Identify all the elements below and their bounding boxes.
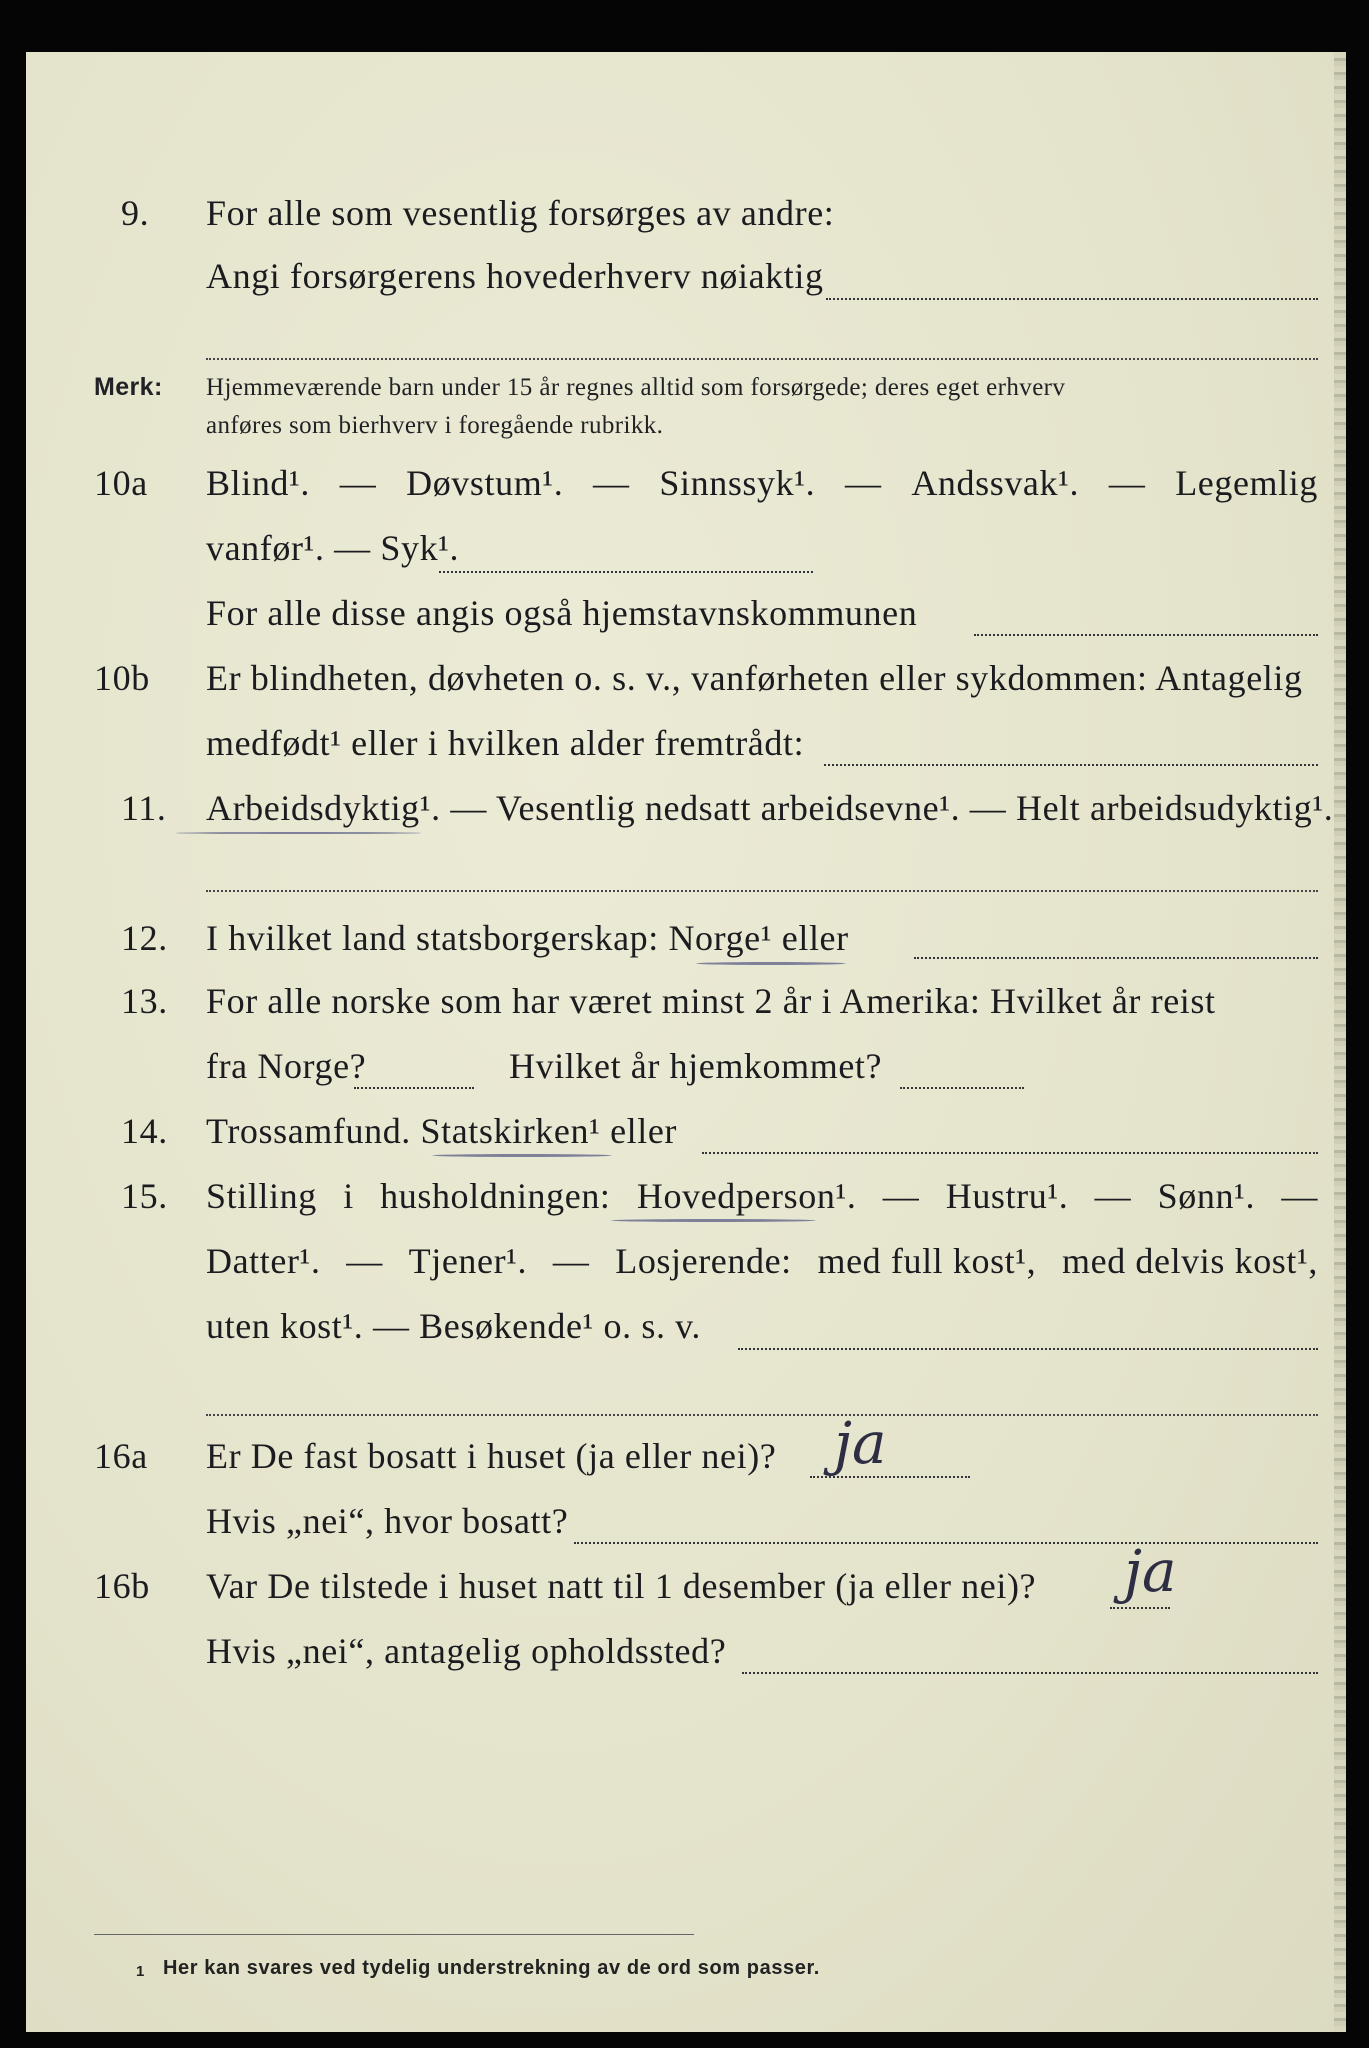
merk-text: anføres som bierhverv i foregående rubrikk. — [206, 412, 664, 439]
answer-line[interactable] — [826, 298, 1318, 300]
option-word: med full kost¹, — [817, 1241, 1037, 1281]
answer-line[interactable] — [439, 571, 813, 573]
pencil-underline-arbeidsdyktig — [176, 832, 421, 834]
question-text: For alle som vesentlig forsørges av andre: — [206, 193, 835, 233]
option-word: Andssvak¹. — [911, 463, 1080, 503]
question-text: medfødt¹ eller i hvilken alder fremtrådt: — [206, 723, 805, 763]
question-number: 10a — [94, 463, 148, 503]
dash-separator: — — [339, 463, 377, 503]
answer-line[interactable] — [974, 634, 1318, 636]
merk-text: Hjemmeværende barn under 15 år regnes alltid som forsørgede; deres eget erhverv — [206, 374, 1066, 401]
option-word: Datter¹. — [206, 1241, 321, 1281]
question-text: For alle norske som har været minst 2 år i Amerika: Hvilket år reist — [206, 981, 1216, 1021]
answer-line[interactable] — [824, 764, 1318, 766]
option-word: Blind¹. — [206, 463, 311, 503]
question-number: 10b — [94, 658, 150, 698]
answer-line[interactable] — [574, 1542, 1318, 1544]
dash-separator: — — [552, 1241, 590, 1281]
question-number: 16a — [94, 1436, 148, 1476]
footnote-text: Her kan svares ved tydelig understrekning av de ord som passer. — [163, 1957, 820, 1979]
question-text: vanfør¹. — Syk¹. — [206, 528, 460, 568]
option-word: Hovedperson¹. — [636, 1176, 857, 1216]
question-text: Hvilket år hjemkommet? — [509, 1046, 883, 1086]
pencil-underline-statskirken — [432, 1154, 612, 1157]
question-text: Er blindheten, døvheten o. s. v., vanførheten eller sykdommen: Antagelig — [206, 658, 1303, 698]
question-number: 16b — [94, 1566, 150, 1606]
option-word: Stilling — [206, 1176, 317, 1216]
dash-separator: — — [882, 1176, 920, 1216]
answer-line[interactable] — [914, 957, 1318, 959]
answer-line[interactable] — [742, 1672, 1318, 1674]
option-word: Døvstum¹. — [406, 463, 564, 503]
question-number: 9. — [121, 193, 150, 233]
option-word: Sinnssyk¹. — [659, 463, 816, 503]
question-number: 13. — [121, 981, 168, 1021]
question-number: 11. — [121, 788, 167, 828]
option-word: med delvis kost¹, — [1062, 1241, 1318, 1281]
dash-separator: — — [346, 1241, 383, 1281]
question-text: For alle disse angis også hjemstavnskommunen — [206, 593, 918, 633]
merk-label: Merk: — [94, 373, 163, 401]
dash-separator: — — [1094, 1176, 1132, 1216]
answer-line[interactable] — [900, 1087, 1024, 1089]
question-text: Var De tilstede i huset natt til 1 desember (ja eller nei)? — [206, 1566, 1037, 1606]
question-number: 12. — [121, 918, 168, 958]
answer-line[interactable] — [1110, 1607, 1170, 1609]
answer-line[interactable] — [738, 1348, 1318, 1350]
option-word: Legemlig — [1175, 463, 1318, 503]
handwritten-answer[interactable]: ja — [834, 1409, 887, 1477]
answer-line[interactable] — [354, 1087, 474, 1089]
question-text: Er De fast bosatt i huset (ja eller nei)? — [206, 1436, 777, 1476]
dash-separator: — — [593, 463, 630, 503]
answer-line[interactable] — [702, 1152, 1318, 1154]
pencil-underline-norge — [696, 962, 846, 965]
option-word: Tjener¹. — [408, 1241, 528, 1281]
question-text: uten kost¹. — Besøkende¹ o. s. v. — [206, 1306, 702, 1346]
question-text: Arbeidsdyktig¹. — Vesentlig nedsatt arbeidsevne¹. — Helt arbeidsudyktig¹. — [206, 788, 1334, 828]
question-text: fra Norge? — [206, 1046, 367, 1086]
footnote-rule — [94, 1934, 694, 1935]
handwritten-answer[interactable]: ja — [1124, 1537, 1177, 1605]
perforated-edge — [1334, 52, 1346, 2032]
option-word: Losjerende: — [615, 1241, 792, 1281]
option-word: Hustru¹. — [945, 1176, 1069, 1216]
question-text: Hvis „nei“, hvor bosatt? — [206, 1501, 569, 1541]
dash-separator: — — [1108, 463, 1146, 503]
household-options — [206, 1175, 1318, 1217]
pencil-underline-hovedperson — [611, 1219, 816, 1222]
footnote-mark: 1 — [136, 1963, 145, 1980]
answer-line[interactable] — [206, 890, 1318, 892]
census-form-page — [26, 52, 1346, 2032]
question-number: 14. — [121, 1111, 168, 1151]
question-text: I hvilket land statsborgerskap: Norge¹ eller — [206, 918, 849, 958]
answer-line[interactable] — [206, 1414, 1318, 1416]
condition-options — [206, 462, 1318, 504]
household-options — [206, 1240, 1318, 1282]
option-word: i — [343, 1176, 354, 1216]
answer-line[interactable] — [206, 358, 1318, 360]
question-text: Hvis „nei“, antagelig opholdssted? — [206, 1631, 727, 1671]
dash-separator: — — [844, 463, 882, 503]
question-number: 15. — [121, 1176, 168, 1216]
question-text: Angi forsørgerens hovederhverv nøiaktig — [206, 256, 824, 296]
dash-separator: — — [1281, 1176, 1318, 1216]
question-text: Trossamfund. Statskirken¹ eller — [206, 1111, 678, 1151]
option-word: husholdningen: — [380, 1176, 611, 1216]
option-word: Sønn¹. — [1157, 1176, 1256, 1216]
